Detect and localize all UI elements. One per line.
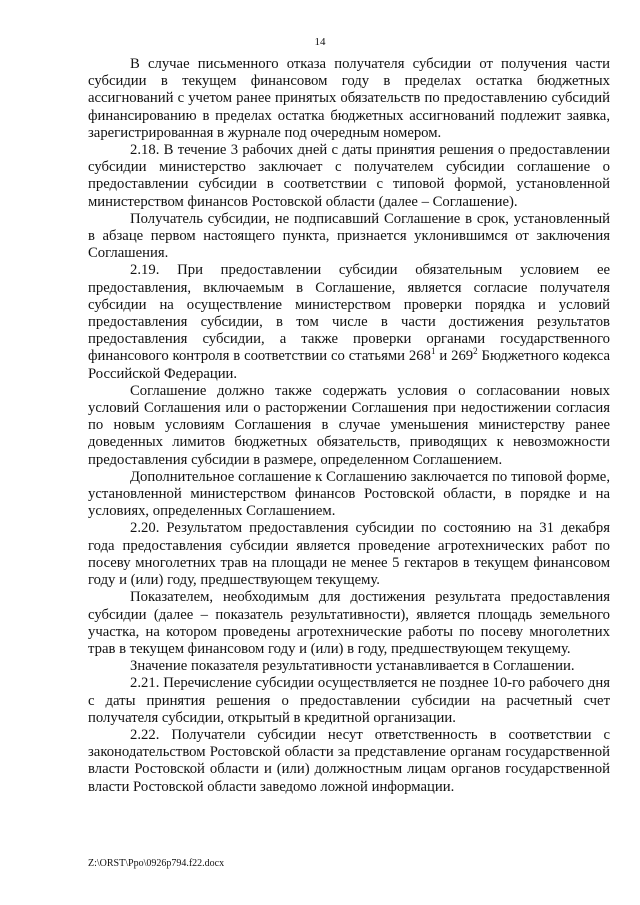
paragraph-refusal: В случае письменного отказа получателя субсидии от получения части субсидии в текущем финансовом году в пределах остатка бюджетных ассигнований с учетом ранее принятых обязательств по предоставлению субсидий финансированию в пределах остатка бюджетных ассигнований подлежит заявка, зарегистрированная в журнале под очередным номером. [88,56,610,141]
paragraph-2-22: 2.22. Получатели субсидии несут ответственность в соответствии с законодательством Ростовской области за представление органам государственной власти Ростовской области и (или) должностным лицам органов государственной власти Ростовской области заведомо ложной информации. [88,726,610,795]
p219-sup-2: 2 [473,346,478,357]
paragraph-evasion: Получатель субсидии, не подписавший Соглашение в срок, установленный в абзаце первом настоящего пункта, признается уклонившимся от заключения Соглашения. [88,210,610,262]
paragraph-indicator: Показателем, необходимым для достижения результата предоставления субсидии (далее – показатель результативности), является площадь земельного участка, на котором проведены агротехнические работы по посеву многолетних трав в текущем финансовом году и (или) в году, предшествующем текущему. [88,589,610,657]
paragraph-2-18: 2.18. В течение 3 рабочих дней с даты принятия решения о предоставлении субсидии министерство заключает с получателем субсидии соглашение о предоставлении субсидии в соответствии с типовой формой, установленной министерством финансов Ростовской области (далее – Соглашение). [88,142,610,210]
paragraph-additional-agreement: Дополнительное соглашение к Соглашению заключается по типовой форме, установленной министерством финансов Ростовской области, в порядке и на условиях, определенных Соглашением. [88,468,610,520]
p219-text-1: 2.19. При предоставлении субсидии обязательным условием ее предоставления, включаемым в Соглашение, является согласие получателя субсидии на осуществление министерством проверки порядка и условий предоставления субсидии, в том числе в части достижения результатов предоставления субсидии, а также проверки органами государственного финансового контроля в соответствии со статьями 268 [88,262,610,365]
footer-file-path: Z:\ORST\Ppo\0926p794.f22.docx [88,858,225,869]
paragraph-agreement-conditions: Соглашение должно также содержать условия о согласовании новых условий Соглашения или о расторжении Соглашения при недостижении согласия по новым условиям Соглашения в случае уменьшения министерству ранее доведенных лимитов бюджетных обязательств, приводящих к невозможности предоставления субсидии в размере, определенном Соглашением. [88,382,610,468]
paragraph-2-21: 2.21. Перечисление субсидии осуществляется не позднее 10-го рабочего дня с даты принятия решения о предоставлении субсидии на расчетный счет получателя субсидии, открытый в кредитной организации. [88,675,610,726]
paragraph-indicator-value: Значение показателя результативности устанавливается в Соглашении. [130,658,575,675]
paragraph-2-20: 2.20. Результатом предоставления субсидии по состоянию на 31 декабря года предоставления субсидии является проведение агротехнических работ по посеву многолетних трав на площади не менее 5 гектаров в текущем финансовом году и (или) году, предшествующем текущему. [88,520,610,589]
paragraph-2-19 [88,262,610,382]
p219-text-2: и 269 [435,348,474,365]
p219-sup-1: 1 [430,346,436,357]
document-body [88,56,610,796]
page-number: 14 [314,36,326,48]
p219-text-3: Бюджетного кодекса Российской Федерации. [88,348,610,382]
